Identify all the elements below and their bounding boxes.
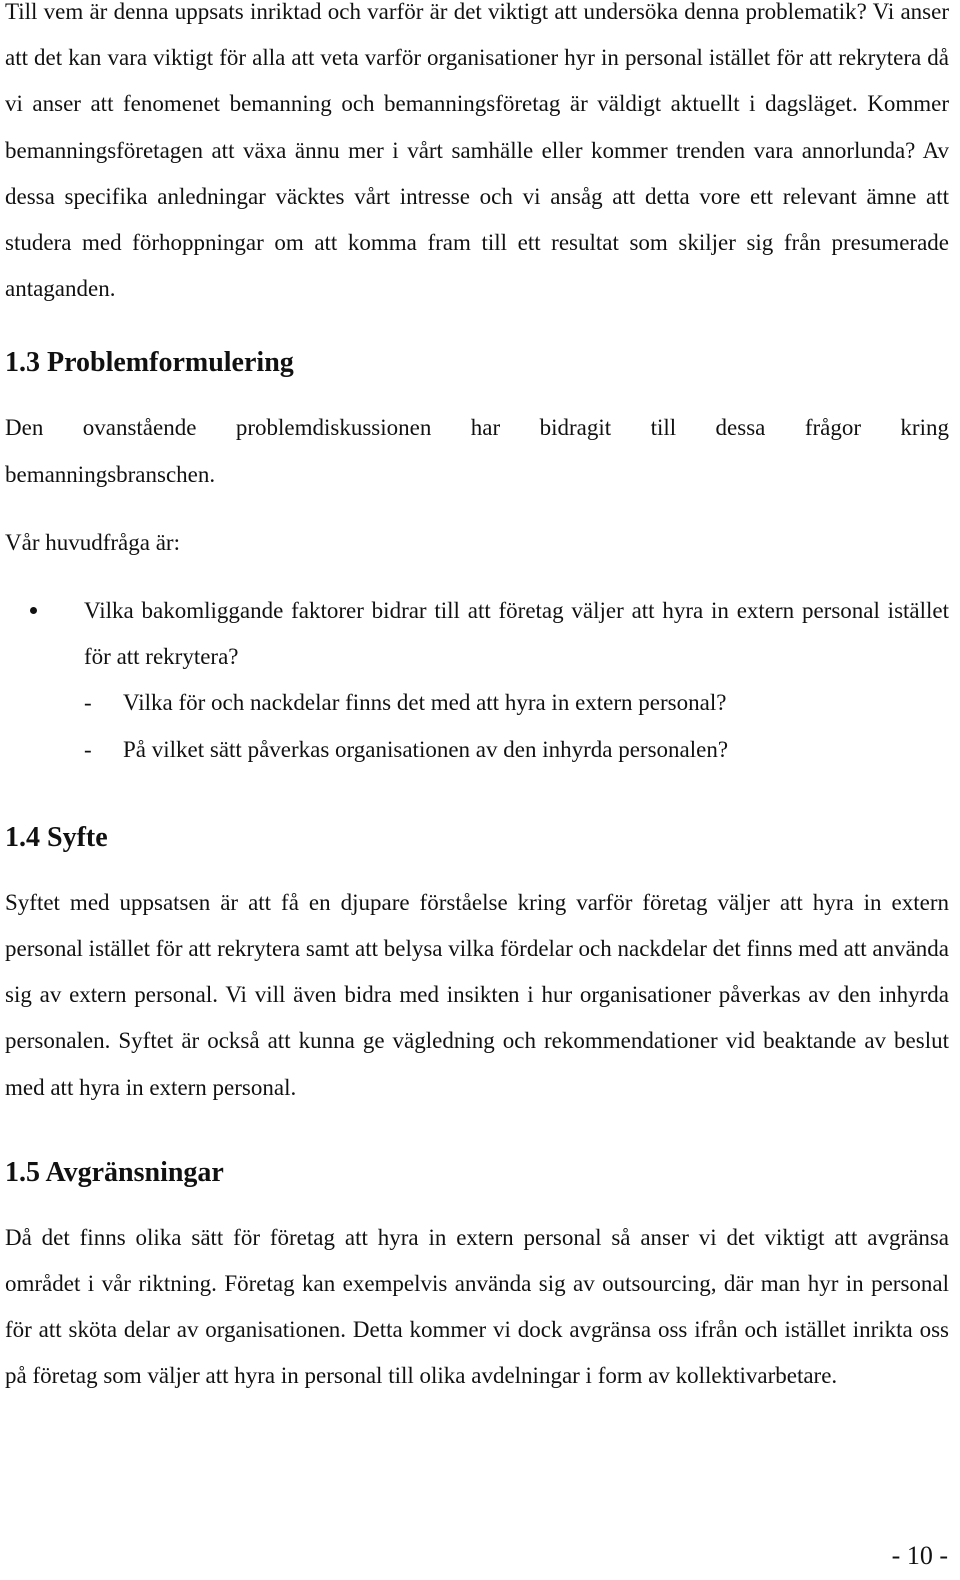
sub-question-list: [5, 680, 949, 772]
problemformulering-line-1: Den ovanstående problemdiskussionen har bidragit till dessa frågor kring: [5, 415, 949, 441]
sub-question-item: [5, 727, 949, 773]
sub-question-item: [5, 680, 949, 726]
dash-marker: -: [84, 736, 92, 762]
main-question-text: Vilka bakomliggande faktorer bidrar till att företag väljer att hyra in extern personal istället för att rekrytera?: [84, 598, 949, 670]
question-list: [5, 588, 949, 680]
heading-avgransningar: 1.5 Avgränsningar: [5, 1156, 224, 1188]
sub-question-text: Vilka för och nackdelar finns det med att hyra in extern personal?: [123, 690, 727, 716]
heading-syfte: 1.4 Syfte: [5, 821, 108, 853]
page-number: - 10 -: [891, 1541, 948, 1570]
dash-marker: -: [84, 690, 92, 716]
problemformulering-paragraph: [5, 405, 949, 497]
problemformulering-line-2: bemanningsbranschen.: [5, 461, 216, 487]
main-question-item: [5, 588, 949, 680]
intro-paragraph: Till vem är denna uppsats inriktad och varför är det viktigt att undersöka denna problematik? Vi anser att det kan vara viktigt för alla att veta varför organisationer hyr in personal istället för att rekrytera då vi anser att fenomenet bemanning och bemanningsföretag är väldigt aktuellt i dagsläget. Kommer bemanningsföretagen att växa ännu mer i vårt samhälle eller kommer trenden vara annorlunda? Av dessa specifika anledningar väcktes vårt intresse och vi ansåg att detta vore ett relevant ämne att studera med förhoppningar om att komma fram till ett resultat som skiljer sig från presumerade antaganden.: [5, 0, 949, 302]
sub-question-text: På vilket sätt påverkas organisationen av den inhyrda personalen?: [123, 736, 729, 762]
question-lead: Vår huvudfråga är:: [5, 529, 180, 555]
document-page: [5, 0, 949, 1400]
avgransningar-paragraph: Då det finns olika sätt för företag att hyra in extern personal så anser vi det viktigt att avgränsa området i vår riktning. Företag kan exempelvis använda sig av outsourcing, där man hyr in personal för att sköta delar av organisationen. Detta kommer vi dock avgränsa oss ifrån och istället inrikta oss på företag som väljer att hyra in personal till olika avdelningar i form av kollektivarbetare.: [5, 1224, 949, 1389]
syfte-paragraph: Syftet med uppsatsen är att få en djupare förståelse kring varför företag väljer att hyra in extern personal istället för att rekrytera samt att belysa vilka fördelar och nackdelar det finns med att använda sig av extern personal. Vi vill även bidra med insikten i hur organisationer påverkas av den inhyrda personalen. Syftet är också att kunna ge vägledning och rekommendationer vid beaktande av beslut med att hyra in extern personal.: [5, 889, 949, 1100]
heading-problemformulering: 1.3 Problemformulering: [5, 347, 294, 379]
bullet-icon: [30, 607, 37, 614]
